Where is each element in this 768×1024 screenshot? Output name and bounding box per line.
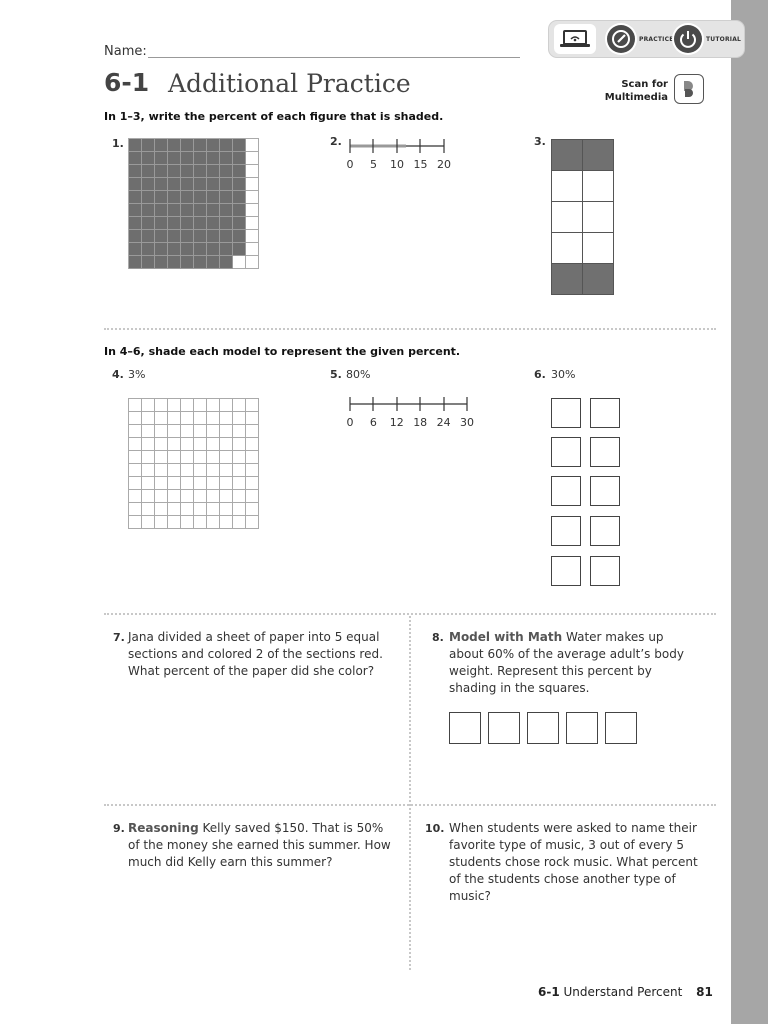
shaded-cell — [220, 178, 233, 191]
q7-number: 7. — [113, 631, 125, 644]
q9-text-block — [128, 820, 398, 871]
shaded-cell — [220, 243, 233, 256]
q8-square[interactable] — [449, 712, 481, 744]
shaded-cell — [220, 165, 233, 178]
shaded-cell — [220, 230, 233, 243]
shaded-cell — [220, 256, 233, 269]
shaded-cell — [181, 243, 194, 256]
grid-cell — [246, 165, 259, 178]
shaded-cell — [142, 217, 155, 230]
grid-cell[interactable] — [142, 503, 155, 516]
shaded-cell — [220, 152, 233, 165]
q6-square[interactable] — [551, 398, 581, 428]
grid-cell[interactable] — [220, 438, 233, 451]
shaded-cell — [233, 204, 246, 217]
power-icon[interactable] — [674, 25, 702, 53]
grid-cell[interactable] — [220, 399, 233, 412]
grid-cell[interactable] — [181, 399, 194, 412]
shaded-cell — [155, 256, 168, 269]
grid-cell[interactable] — [142, 464, 155, 477]
page-number: 81 — [696, 985, 713, 999]
section1-instructions: In 1–3, write the percent of each figure that is shaded. — [104, 110, 444, 123]
grid-cell — [246, 178, 259, 191]
grid-cell[interactable] — [129, 425, 142, 438]
shaded-cell — [168, 152, 181, 165]
q3-number: 3. — [534, 135, 546, 148]
shaded-cell — [207, 139, 220, 152]
shaded-cell — [142, 178, 155, 191]
shaded-cell — [129, 230, 142, 243]
section2-instructions: In 4–6, shade each model to represent the given percent. — [104, 345, 461, 358]
shaded-cell — [181, 139, 194, 152]
grid-cell[interactable] — [194, 451, 207, 464]
shaded-cell — [129, 243, 142, 256]
q6-square[interactable] — [551, 556, 581, 586]
grid-cell — [552, 202, 583, 233]
grid-cell[interactable] — [155, 438, 168, 451]
tutorial-label[interactable]: TUTORIAL — [706, 36, 742, 43]
q4-percent: 3% — [128, 368, 146, 381]
grid-cell[interactable] — [168, 490, 181, 503]
q6-square[interactable] — [590, 476, 620, 506]
shaded-cell — [142, 243, 155, 256]
grid-cell[interactable] — [246, 438, 259, 451]
grid-cell — [246, 243, 259, 256]
grid-cell[interactable] — [155, 464, 168, 477]
footer-lesson-name: Understand Percent — [563, 985, 683, 999]
q2-number: 2. — [330, 135, 342, 148]
grid-cell[interactable] — [233, 425, 246, 438]
shaded-cell — [583, 140, 614, 171]
q8-square[interactable] — [488, 712, 520, 744]
grid-cell[interactable] — [233, 399, 246, 412]
shaded-cell — [194, 139, 207, 152]
shaded-cell — [142, 165, 155, 178]
grid-cell[interactable] — [207, 477, 220, 490]
grid-cell[interactable] — [168, 399, 181, 412]
q2-tick-label: 15 — [413, 158, 428, 171]
shaded-cell — [194, 165, 207, 178]
grid-cell[interactable] — [142, 412, 155, 425]
shaded-cell — [207, 204, 220, 217]
grid-cell[interactable] — [233, 516, 246, 529]
q8-keyword: Model with Math — [449, 630, 563, 644]
grid-cell[interactable] — [194, 438, 207, 451]
grid-cell[interactable] — [168, 425, 181, 438]
grid-cell[interactable] — [181, 438, 194, 451]
q10-number: 10. — [425, 822, 445, 835]
divider — [104, 804, 716, 806]
shaded-cell — [220, 217, 233, 230]
grid-cell[interactable] — [142, 516, 155, 529]
shaded-cell — [181, 256, 194, 269]
grid-cell[interactable] — [246, 412, 259, 425]
q2-tick-label: 10 — [390, 158, 404, 171]
q5-tick-label: 24 — [436, 416, 451, 429]
grid-cell[interactable] — [246, 399, 259, 412]
grid-cell[interactable] — [194, 490, 207, 503]
shaded-cell — [142, 256, 155, 269]
q5-tick-label: 30 — [460, 416, 474, 429]
page-title: Additional Practice — [168, 69, 411, 98]
grid-cell[interactable] — [155, 412, 168, 425]
grid-cell[interactable] — [155, 490, 168, 503]
grid-cell[interactable] — [194, 425, 207, 438]
q5-tick-label: 0 — [346, 416, 354, 429]
shaded-cell — [155, 217, 168, 230]
footer — [538, 985, 713, 999]
grid-cell[interactable] — [246, 516, 259, 529]
grid-cell[interactable] — [129, 516, 142, 529]
q6-square[interactable] — [551, 437, 581, 467]
grid-cell[interactable] — [246, 425, 259, 438]
q2-tick-label: 20 — [437, 158, 451, 171]
shaded-cell — [583, 264, 614, 295]
grid-cell — [583, 233, 614, 264]
q2-tick-label: 5 — [370, 158, 377, 171]
grid-cell — [583, 202, 614, 233]
grid-cell — [552, 171, 583, 202]
grid-cell — [233, 256, 246, 269]
shaded-cell — [155, 178, 168, 191]
grid-cell[interactable] — [181, 503, 194, 516]
shaded-cell — [155, 152, 168, 165]
shaded-cell — [207, 165, 220, 178]
grid-cell[interactable] — [155, 425, 168, 438]
grid-cell[interactable] — [181, 425, 194, 438]
grid-cell — [246, 230, 259, 243]
grid-cell — [246, 217, 259, 230]
shaded-cell — [181, 178, 194, 191]
grid-cell[interactable] — [233, 464, 246, 477]
grid-cell[interactable] — [181, 477, 194, 490]
grid-cell[interactable] — [168, 477, 181, 490]
shaded-cell — [142, 204, 155, 217]
lesson-number: 6-1 — [104, 68, 150, 97]
grid-cell — [246, 191, 259, 204]
q5-number: 5. — [330, 368, 342, 381]
q5-tick-label: 18 — [413, 416, 428, 429]
grid-cell[interactable] — [168, 516, 181, 529]
grid-cell — [246, 256, 259, 269]
grid-cell[interactable] — [181, 451, 194, 464]
grid-cell[interactable] — [233, 503, 246, 516]
grid-cell[interactable] — [129, 464, 142, 477]
grid-cell[interactable] — [168, 451, 181, 464]
grid-cell[interactable] — [155, 516, 168, 529]
grid-cell[interactable] — [155, 451, 168, 464]
q9-keyword: Reasoning — [128, 821, 199, 835]
grid-cell[interactable] — [142, 490, 155, 503]
grid-cell[interactable] — [220, 412, 233, 425]
shaded-cell — [168, 230, 181, 243]
shaded-cell — [194, 217, 207, 230]
shaded-cell — [194, 178, 207, 191]
grid-cell[interactable] — [233, 451, 246, 464]
shaded-cell — [129, 152, 142, 165]
q8-text-block — [449, 629, 697, 697]
shaded-cell — [155, 191, 168, 204]
q2-tick-label: 0 — [346, 158, 354, 171]
shaded-cell — [233, 178, 246, 191]
grid-cell — [246, 152, 259, 165]
shaded-cell — [142, 230, 155, 243]
shaded-cell — [220, 139, 233, 152]
q1-number: 1. — [112, 137, 124, 150]
scan-line-2: Multimedia — [604, 92, 668, 103]
grid-cell[interactable] — [246, 451, 259, 464]
shaded-cell — [181, 152, 194, 165]
q5-percent: 80% — [346, 368, 371, 381]
grid-cell[interactable] — [129, 477, 142, 490]
grid-cell[interactable] — [194, 399, 207, 412]
shaded-cell — [207, 217, 220, 230]
grid-cell[interactable] — [181, 412, 194, 425]
grid-cell[interactable] — [129, 412, 142, 425]
grid-cell[interactable] — [194, 477, 207, 490]
grid-cell[interactable] — [233, 477, 246, 490]
shaded-cell — [207, 152, 220, 165]
q10-text: When students were asked to name their favorite type of music, 3 out of every 5 students chose rock music. What percent of the students chose another type of music? — [449, 821, 698, 903]
shaded-cell — [168, 178, 181, 191]
grid-cell[interactable] — [129, 438, 142, 451]
practice-label[interactable]: PRACTICE — [639, 36, 674, 43]
grid-cell[interactable] — [194, 516, 207, 529]
scan-for-multimedia — [596, 78, 668, 104]
q5-tick-label: 12 — [389, 416, 404, 429]
multimedia-icon[interactable] — [674, 74, 704, 104]
q7-text: Jana divided a sheet of paper into 5 equal sections and colored 2 of the sections red. What percent of the paper did she color? — [128, 630, 383, 678]
q2-number-line — [340, 132, 460, 158]
shaded-cell — [220, 204, 233, 217]
grid-cell[interactable] — [220, 451, 233, 464]
q9-text: Kelly saved $150. That is 50% of the money she earned this summer. How much did Kelly earn this summer? — [128, 821, 391, 869]
q6-number: 6. — [534, 368, 546, 381]
shaded-cell — [181, 230, 194, 243]
grid-cell[interactable] — [246, 464, 259, 477]
grid-cell[interactable] — [246, 477, 259, 490]
shaded-cell — [207, 178, 220, 191]
q6-percent: 30% — [551, 368, 576, 381]
shaded-cell — [181, 165, 194, 178]
shaded-cell — [155, 243, 168, 256]
grid-cell[interactable] — [168, 412, 181, 425]
shaded-cell — [168, 256, 181, 269]
grid-cell[interactable] — [155, 503, 168, 516]
shaded-cell — [155, 204, 168, 217]
shaded-cell — [168, 165, 181, 178]
q4-hundred-grid[interactable] — [128, 398, 259, 529]
divider — [104, 613, 716, 615]
q6-square[interactable] — [551, 476, 581, 506]
q8-square[interactable] — [566, 712, 598, 744]
grid-cell — [246, 204, 259, 217]
shaded-cell — [168, 139, 181, 152]
shaded-cell — [233, 165, 246, 178]
q3-rectangle-grid — [551, 139, 614, 295]
grid-cell[interactable] — [220, 503, 233, 516]
grid-cell[interactable] — [207, 451, 220, 464]
q6-square[interactable] — [551, 516, 581, 546]
shaded-cell — [142, 139, 155, 152]
column-divider — [409, 616, 411, 970]
shaded-cell — [168, 204, 181, 217]
grid-cell[interactable] — [207, 412, 220, 425]
shaded-cell — [552, 140, 583, 171]
shaded-cell — [194, 152, 207, 165]
q5-tick-label: 6 — [369, 416, 377, 429]
shaded-cell — [129, 256, 142, 269]
shaded-cell — [168, 191, 181, 204]
shaded-cell — [129, 139, 142, 152]
grid-cell[interactable] — [168, 503, 181, 516]
grid-cell[interactable] — [194, 464, 207, 477]
grid-cell[interactable] — [142, 438, 155, 451]
shaded-cell — [142, 191, 155, 204]
shaded-cell — [194, 243, 207, 256]
grid-cell[interactable] — [142, 399, 155, 412]
grid-cell[interactable] — [207, 399, 220, 412]
shaded-cell — [207, 256, 220, 269]
grid-cell[interactable] — [194, 503, 207, 516]
grid-cell[interactable] — [220, 477, 233, 490]
grid-cell[interactable] — [129, 490, 142, 503]
grid-cell[interactable] — [168, 438, 181, 451]
shaded-cell — [207, 243, 220, 256]
page-edge-bar — [731, 0, 768, 1024]
grid-cell[interactable] — [168, 464, 181, 477]
grid-cell[interactable] — [207, 464, 220, 477]
grid-cell[interactable] — [220, 425, 233, 438]
shaded-cell — [181, 191, 194, 204]
grid-cell[interactable] — [220, 490, 233, 503]
shaded-cell — [181, 204, 194, 217]
shaded-cell — [233, 217, 246, 230]
q5-number-line[interactable] — [340, 390, 480, 416]
shaded-cell — [194, 204, 207, 217]
q6-square[interactable] — [590, 437, 620, 467]
shaded-cell — [129, 178, 142, 191]
grid-cell[interactable] — [129, 399, 142, 412]
name-field[interactable] — [148, 57, 520, 58]
shaded-cell — [207, 191, 220, 204]
shaded-cell — [142, 152, 155, 165]
grid-cell[interactable] — [194, 412, 207, 425]
practice-icon[interactable] — [607, 25, 635, 53]
grid-cell — [583, 171, 614, 202]
shaded-cell — [207, 230, 220, 243]
grid-cell[interactable] — [129, 451, 142, 464]
grid-cell[interactable] — [207, 516, 220, 529]
shaded-cell — [181, 217, 194, 230]
grid-cell[interactable] — [181, 464, 194, 477]
shaded-cell — [233, 230, 246, 243]
laptop-icon[interactable] — [554, 24, 596, 54]
grid-cell — [552, 233, 583, 264]
grid-cell[interactable] — [233, 490, 246, 503]
q8-square[interactable] — [605, 712, 637, 744]
grid-cell[interactable] — [181, 490, 194, 503]
grid-cell[interactable] — [181, 516, 194, 529]
grid-cell[interactable] — [207, 490, 220, 503]
shaded-cell — [220, 191, 233, 204]
q6-square[interactable] — [590, 398, 620, 428]
shaded-cell — [194, 191, 207, 204]
q1-hundred-grid — [128, 138, 259, 269]
shaded-cell — [155, 230, 168, 243]
grid-cell[interactable] — [142, 451, 155, 464]
shaded-cell — [233, 191, 246, 204]
shaded-cell — [233, 243, 246, 256]
grid-cell[interactable] — [233, 412, 246, 425]
shaded-cell — [233, 139, 246, 152]
shaded-cell — [155, 165, 168, 178]
grid-cell[interactable] — [220, 464, 233, 477]
scan-line-1: Scan for — [621, 79, 668, 90]
shaded-cell — [552, 264, 583, 295]
grid-cell[interactable] — [142, 477, 155, 490]
grid-cell[interactable] — [246, 490, 259, 503]
shaded-cell — [129, 217, 142, 230]
grid-cell[interactable] — [207, 438, 220, 451]
grid-cell[interactable] — [233, 438, 246, 451]
q8-square[interactable] — [527, 712, 559, 744]
shaded-cell — [129, 204, 142, 217]
grid-cell[interactable] — [155, 399, 168, 412]
q6-square[interactable] — [590, 556, 620, 586]
name-label: Name: — [104, 44, 147, 59]
shaded-cell — [129, 191, 142, 204]
shaded-cell — [194, 256, 207, 269]
grid-cell[interactable] — [207, 503, 220, 516]
q9-number: 9. — [113, 822, 125, 835]
shaded-cell — [168, 217, 181, 230]
q8-text: Water makes up about 60% of the average adult’s body weight. Represent this percent by shading in the squares. — [449, 630, 684, 695]
grid-cell[interactable] — [246, 503, 259, 516]
shaded-cell — [233, 152, 246, 165]
grid-cell[interactable] — [129, 503, 142, 516]
grid-cell[interactable] — [207, 425, 220, 438]
q8-number: 8. — [432, 631, 444, 644]
shaded-cell — [194, 230, 207, 243]
grid-cell[interactable] — [142, 425, 155, 438]
q4-number: 4. — [112, 368, 124, 381]
grid-cell[interactable] — [155, 477, 168, 490]
q6-square[interactable] — [590, 516, 620, 546]
shaded-cell — [155, 139, 168, 152]
grid-cell — [246, 139, 259, 152]
shaded-cell — [129, 165, 142, 178]
grid-cell[interactable] — [220, 516, 233, 529]
divider — [104, 328, 716, 330]
shaded-cell — [168, 243, 181, 256]
q2-shaded-segment — [350, 145, 406, 148]
footer-lesson-number: 6-1 — [538, 985, 560, 999]
